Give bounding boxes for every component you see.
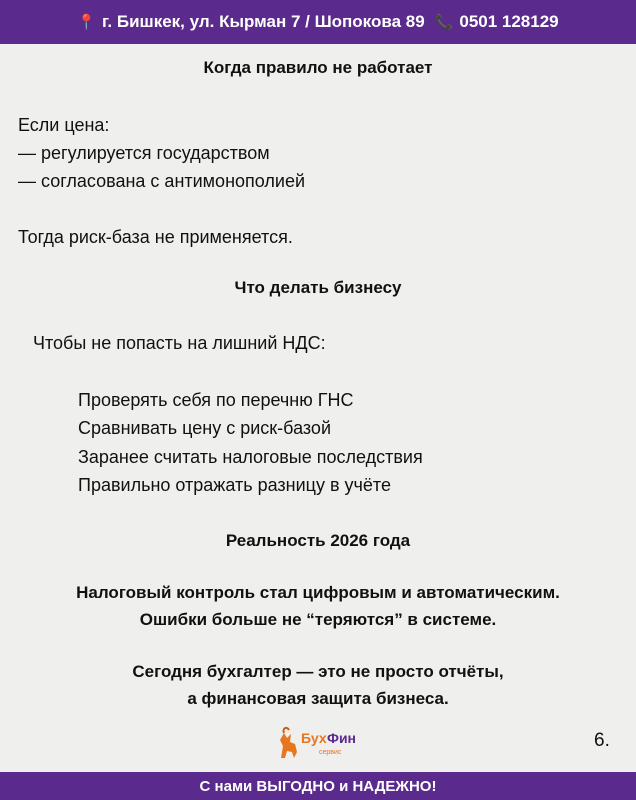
section3-line: Ошибки больше не “теряются” в системе.	[139, 610, 497, 629]
header-phone: 0501 128129	[459, 12, 559, 31]
section1-line: — регулируется государством	[18, 143, 270, 163]
section3-line: Налоговый контроль стал цифровым и автоматическим.	[76, 583, 560, 602]
list-item: Правильно отражать разницу в учёте	[78, 475, 391, 495]
footer-bar	[0, 772, 636, 800]
footer-slogan: С нами ВЫГОДНО и НАДЕЖНО!	[199, 777, 437, 795]
section2-intro: Чтобы не попасть на лишний НДС:	[33, 333, 326, 353]
svg-text:Бух: Бух	[301, 730, 327, 746]
svg-text:Фин: Фин	[327, 730, 357, 746]
list-item: Заранее считать налоговые последствия	[78, 447, 423, 467]
goat-logo-icon	[275, 724, 375, 764]
list-item: Сравнивать цену с риск-базой	[78, 418, 331, 438]
list-item: Проверять себя по перечню ГНС	[78, 390, 354, 410]
phone-icon: 📞	[434, 14, 454, 31]
page-number: 6.	[594, 730, 610, 751]
svg-text:сервис: сервис	[319, 749, 342, 756]
section3-line: а финансовая защита бизнеса.	[187, 689, 449, 708]
map-pin-icon: 📍	[77, 14, 97, 31]
header-address: г. Бишкек, ул. Кырман 7 / Шопокова 89	[102, 12, 425, 31]
section1-line: — согласована с антимонополией	[18, 171, 306, 191]
section1-title: Когда правило не работает	[203, 58, 433, 77]
header-bar	[0, 0, 636, 44]
company-logo	[275, 724, 375, 764]
section1-line: Если цена:	[18, 115, 110, 135]
section1-conclusion: Тогда риск-база не применяется.	[18, 227, 293, 247]
section2-title: Что делать бизнесу	[234, 278, 402, 297]
section3-title: Реальность 2026 года	[225, 531, 411, 550]
section3-line: Сегодня бухгалтер — это не просто отчёты,	[132, 662, 504, 681]
